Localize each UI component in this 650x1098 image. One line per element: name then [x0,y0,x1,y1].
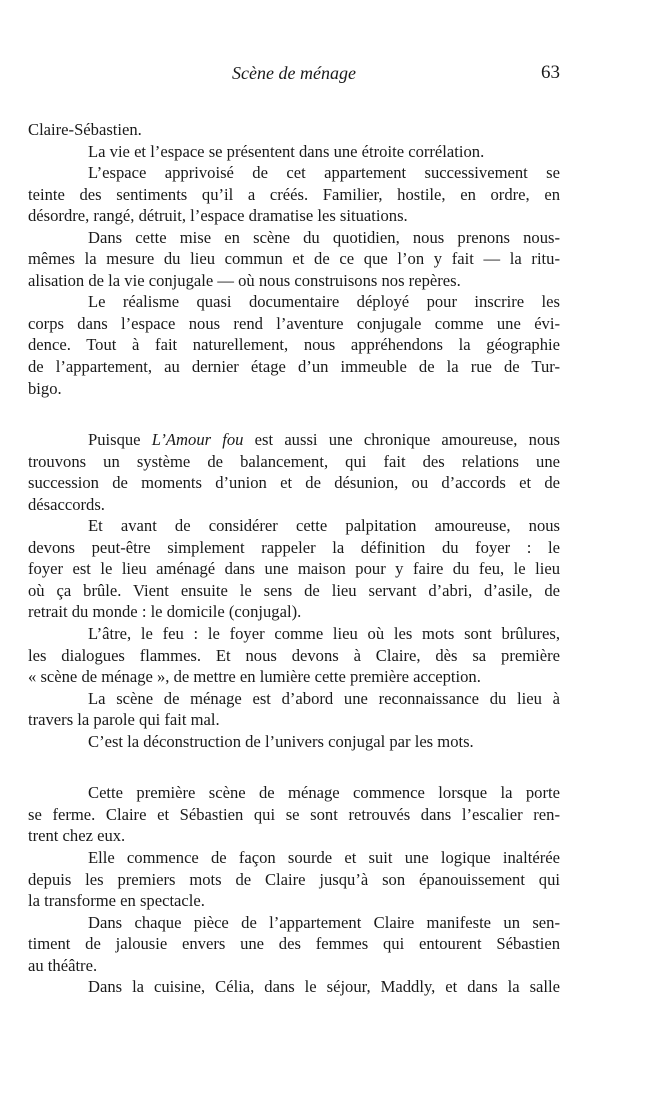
text-line: trent chez eux. [28,826,126,846]
text-line: succession de moments d’union et de désunion, ou d’accords et de [28,473,560,493]
text-line: alisation de la vie conjugale — où nous construisons nos repères. [28,270,461,290]
text-line: trouvons un système de balancement, qui fait des relations une [28,451,560,471]
text-line: désaccords. [28,494,105,514]
text-line: Le réalisme quasi documentaire déployé pour inscrire les [88,292,560,312]
text-line [28,429,560,451]
text-line: L’espace apprivoisé de cet appartement successivement se [88,163,560,183]
text-line: « scène de ménage », de mettre en lumière cette première acception. [28,667,481,687]
section-gap [28,399,560,429]
text-line: teinte des sentiments qu’il a créés. Familier, hostile, en ordre, en [28,184,560,204]
text-line: foyer est le lieu aménagé dans une maison pour y faire du feu, le lieu [28,559,560,579]
text-line: Et avant de considérer cette palpitation amoureuse, nous [88,516,560,536]
text-line: devons peut-être simplement rappeler la définition du foyer : le [28,537,560,557]
text-line: au théâtre. [28,955,98,975]
text-line: bigo. [28,378,62,398]
text-line: C’est la déconstruction de l’univers conjugal par les mots. [88,731,474,751]
text-block-1 [28,119,560,399]
text-line: mêmes la mesure du lieu commun et de ce que l’on y fait — la ritu- [28,249,560,269]
text-line: La vie et l’espace se présentent dans une étroite corrélation. [88,141,485,161]
text-line: dence. Tout à fait naturellement, nous appréhendons la géographie [28,335,560,355]
text-line: la transforme en spectacle. [28,891,205,911]
page-header [28,60,560,90]
text-fragment: Puisque [88,430,152,450]
text-line: désordre, rangé, détruit, l’espace dramatise les situations. [28,206,408,226]
text-line: de l’appartement, au dernier étage d’un immeuble de la rue de Tur- [28,357,560,377]
text-line: Cette première scène de ménage commence lorsque la porte [88,783,560,803]
text-line: où ça brûle. Vient ensuite le sens de lieu servant d’abri, d’asile, de [28,580,560,600]
text-line: L’âtre, le feu : le foyer comme lieu où les mots sont brûlures, [88,624,560,644]
page-body [28,119,560,998]
text-line: timent de jalousie envers une des femmes qui entourent Sébastien [28,934,560,954]
running-title: Scène de ménage [232,63,356,83]
film-title: L’Amour fou [151,430,244,450]
text-line: se ferme. Claire et Sébastien qui se sont retrouvés dans l’escalier ren- [28,804,560,824]
text-line: Dans chaque pièce de l’appartement Claire manifeste un sen- [88,912,560,932]
text-block-2 [28,451,560,753]
text-line: les dialogues flammes. Et nous devons à Claire, dès sa première [28,645,560,665]
text-line: Elle commence de façon sourde et suit une logique inaltérée [88,847,560,867]
text-block-3 [28,782,560,997]
text-line: travers la parole qui fait mal. [28,710,220,730]
text-line: retrait du monde : le domicile (conjugal). [28,602,302,622]
text-line: Dans cette mise en scène du quotidien, nous prenons nous- [88,227,560,247]
text-line: Claire-Sébastien. [28,120,142,139]
text-line: Dans la cuisine, Célia, dans le séjour, Maddly, et dans la salle [88,977,560,997]
page-number: 63 [541,62,560,83]
section-gap [28,752,560,782]
text-fragment: est aussi une chronique amoureuse, nous [243,430,560,450]
text-line: La scène de ménage est d’abord une reconnaissance du lieu à [88,688,560,708]
text-line: depuis les premiers mots de Claire jusqu’à son épanouissement qui [28,869,560,889]
text-line: corps dans l’espace nous rend l’aventure conjugale comme une évi- [28,313,560,333]
